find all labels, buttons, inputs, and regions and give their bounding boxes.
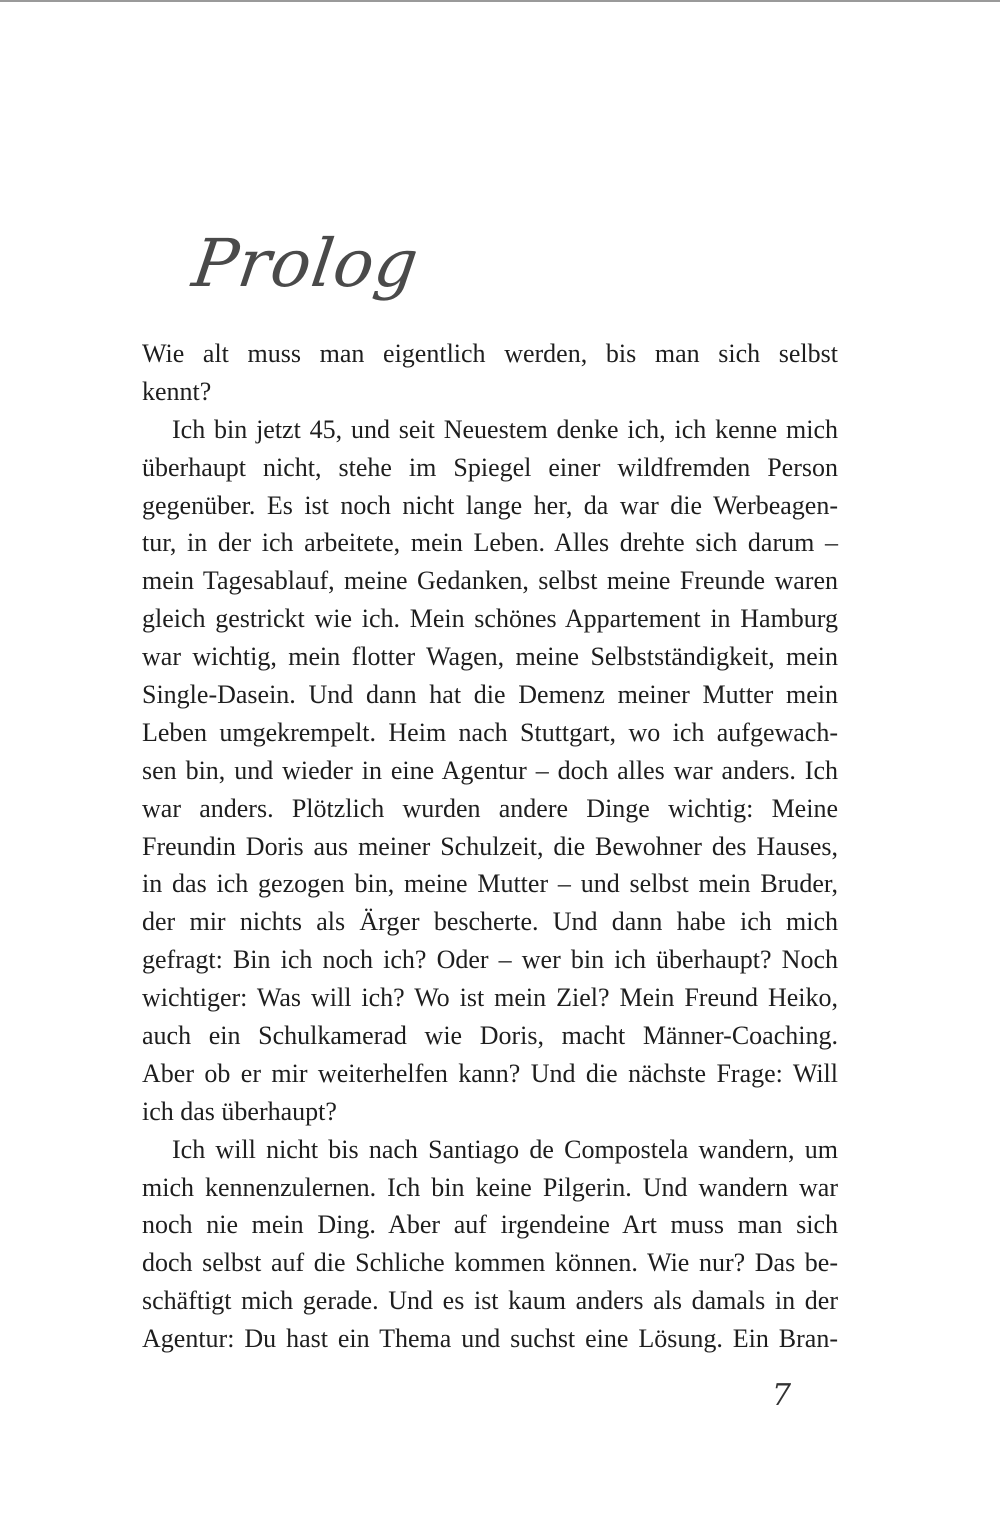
- text-line: doch selbst auf die Schliche kommen können. Wie nur? Das be-: [142, 1248, 838, 1278]
- text-line: noch nie mein Ding. Aber auf irgendeine Art muss man sich: [142, 1210, 838, 1240]
- chapter-title: Prolog: [188, 225, 424, 302]
- text-line: war wichtig, mein flotter Wagen, meine Selbstständigkeit, mein: [142, 642, 838, 672]
- text-line: ich das überhaupt?: [142, 1096, 337, 1126]
- text-line: wichtiger: Was will ich? Wo ist mein Ziel? Mein Freund Heiko,: [142, 983, 838, 1013]
- text-line: Freundin Doris aus meiner Schulzeit, die Bewohner des Hauses,: [142, 831, 838, 861]
- text-line: war anders. Plötzlich wurden andere Dinge wichtig: Meine: [142, 793, 838, 823]
- text-line: in das ich gezogen bin, meine Mutter – und selbst mein Bruder,: [142, 869, 838, 899]
- text-line: Wie alt muss man eigentlich werden, bis man sich selbst: [142, 339, 838, 368]
- text-line: sen bin, und wieder in eine Agentur – doch alles war anders. Ich: [142, 755, 838, 785]
- top-border-line: [0, 0, 1000, 2]
- text-line: Leben umgekrempelt. Heim nach Stuttgart, wo ich aufgewach-: [142, 717, 838, 747]
- text-line: gefragt: Bin ich noch ich? Oder – wer bin ich überhaupt? Noch: [142, 945, 838, 975]
- text-line: kennt?: [142, 376, 212, 406]
- text-line: schäftigt mich gerade. Und es ist kaum anders als damals in der: [142, 1286, 838, 1316]
- text-line: auch ein Schulkamerad wie Doris, macht Männer-Coaching.: [142, 1021, 838, 1051]
- text-line: Ich bin jetzt 45, und seit Neuestem denke ich, ich kenne mich: [172, 414, 838, 444]
- text-line: mich kennenzulernen. Ich bin keine Pilgerin. Und wandern war: [142, 1172, 838, 1202]
- text-line: gleich gestrickt wie ich. Mein schönes Appartement in Hamburg: [142, 604, 838, 634]
- text-line: tur, in der ich arbeitete, mein Leben. Alles drehte sich darum –: [142, 528, 838, 558]
- text-line: überhaupt nicht, stehe im Spiegel einer wildfremden Person: [142, 452, 838, 482]
- body-text: [142, 335, 838, 1358]
- text-line: gegenüber. Es ist noch nicht lange her, da war die Werbeagen-: [142, 490, 838, 520]
- text-line: Aber ob er mir weiterhelfen kann? Und die nächste Frage: Will: [142, 1058, 838, 1088]
- text-line: Single-Dasein. Und dann hat die Demenz meiner Mutter mein: [142, 680, 838, 710]
- text-line: der mir nichts als Ärger bescherte. Und dann habe ich mich: [142, 907, 838, 937]
- text-line: mein Tagesablauf, meine Gedanken, selbst meine Freunde waren: [142, 566, 838, 596]
- text-line: Ich will nicht bis nach Santiago de Compostela wandern, um: [172, 1134, 838, 1164]
- text-line: Agentur: Du hast ein Thema und suchst eine Lösung. Ein Bran-: [142, 1324, 838, 1354]
- page-number: 7: [772, 1378, 792, 1413]
